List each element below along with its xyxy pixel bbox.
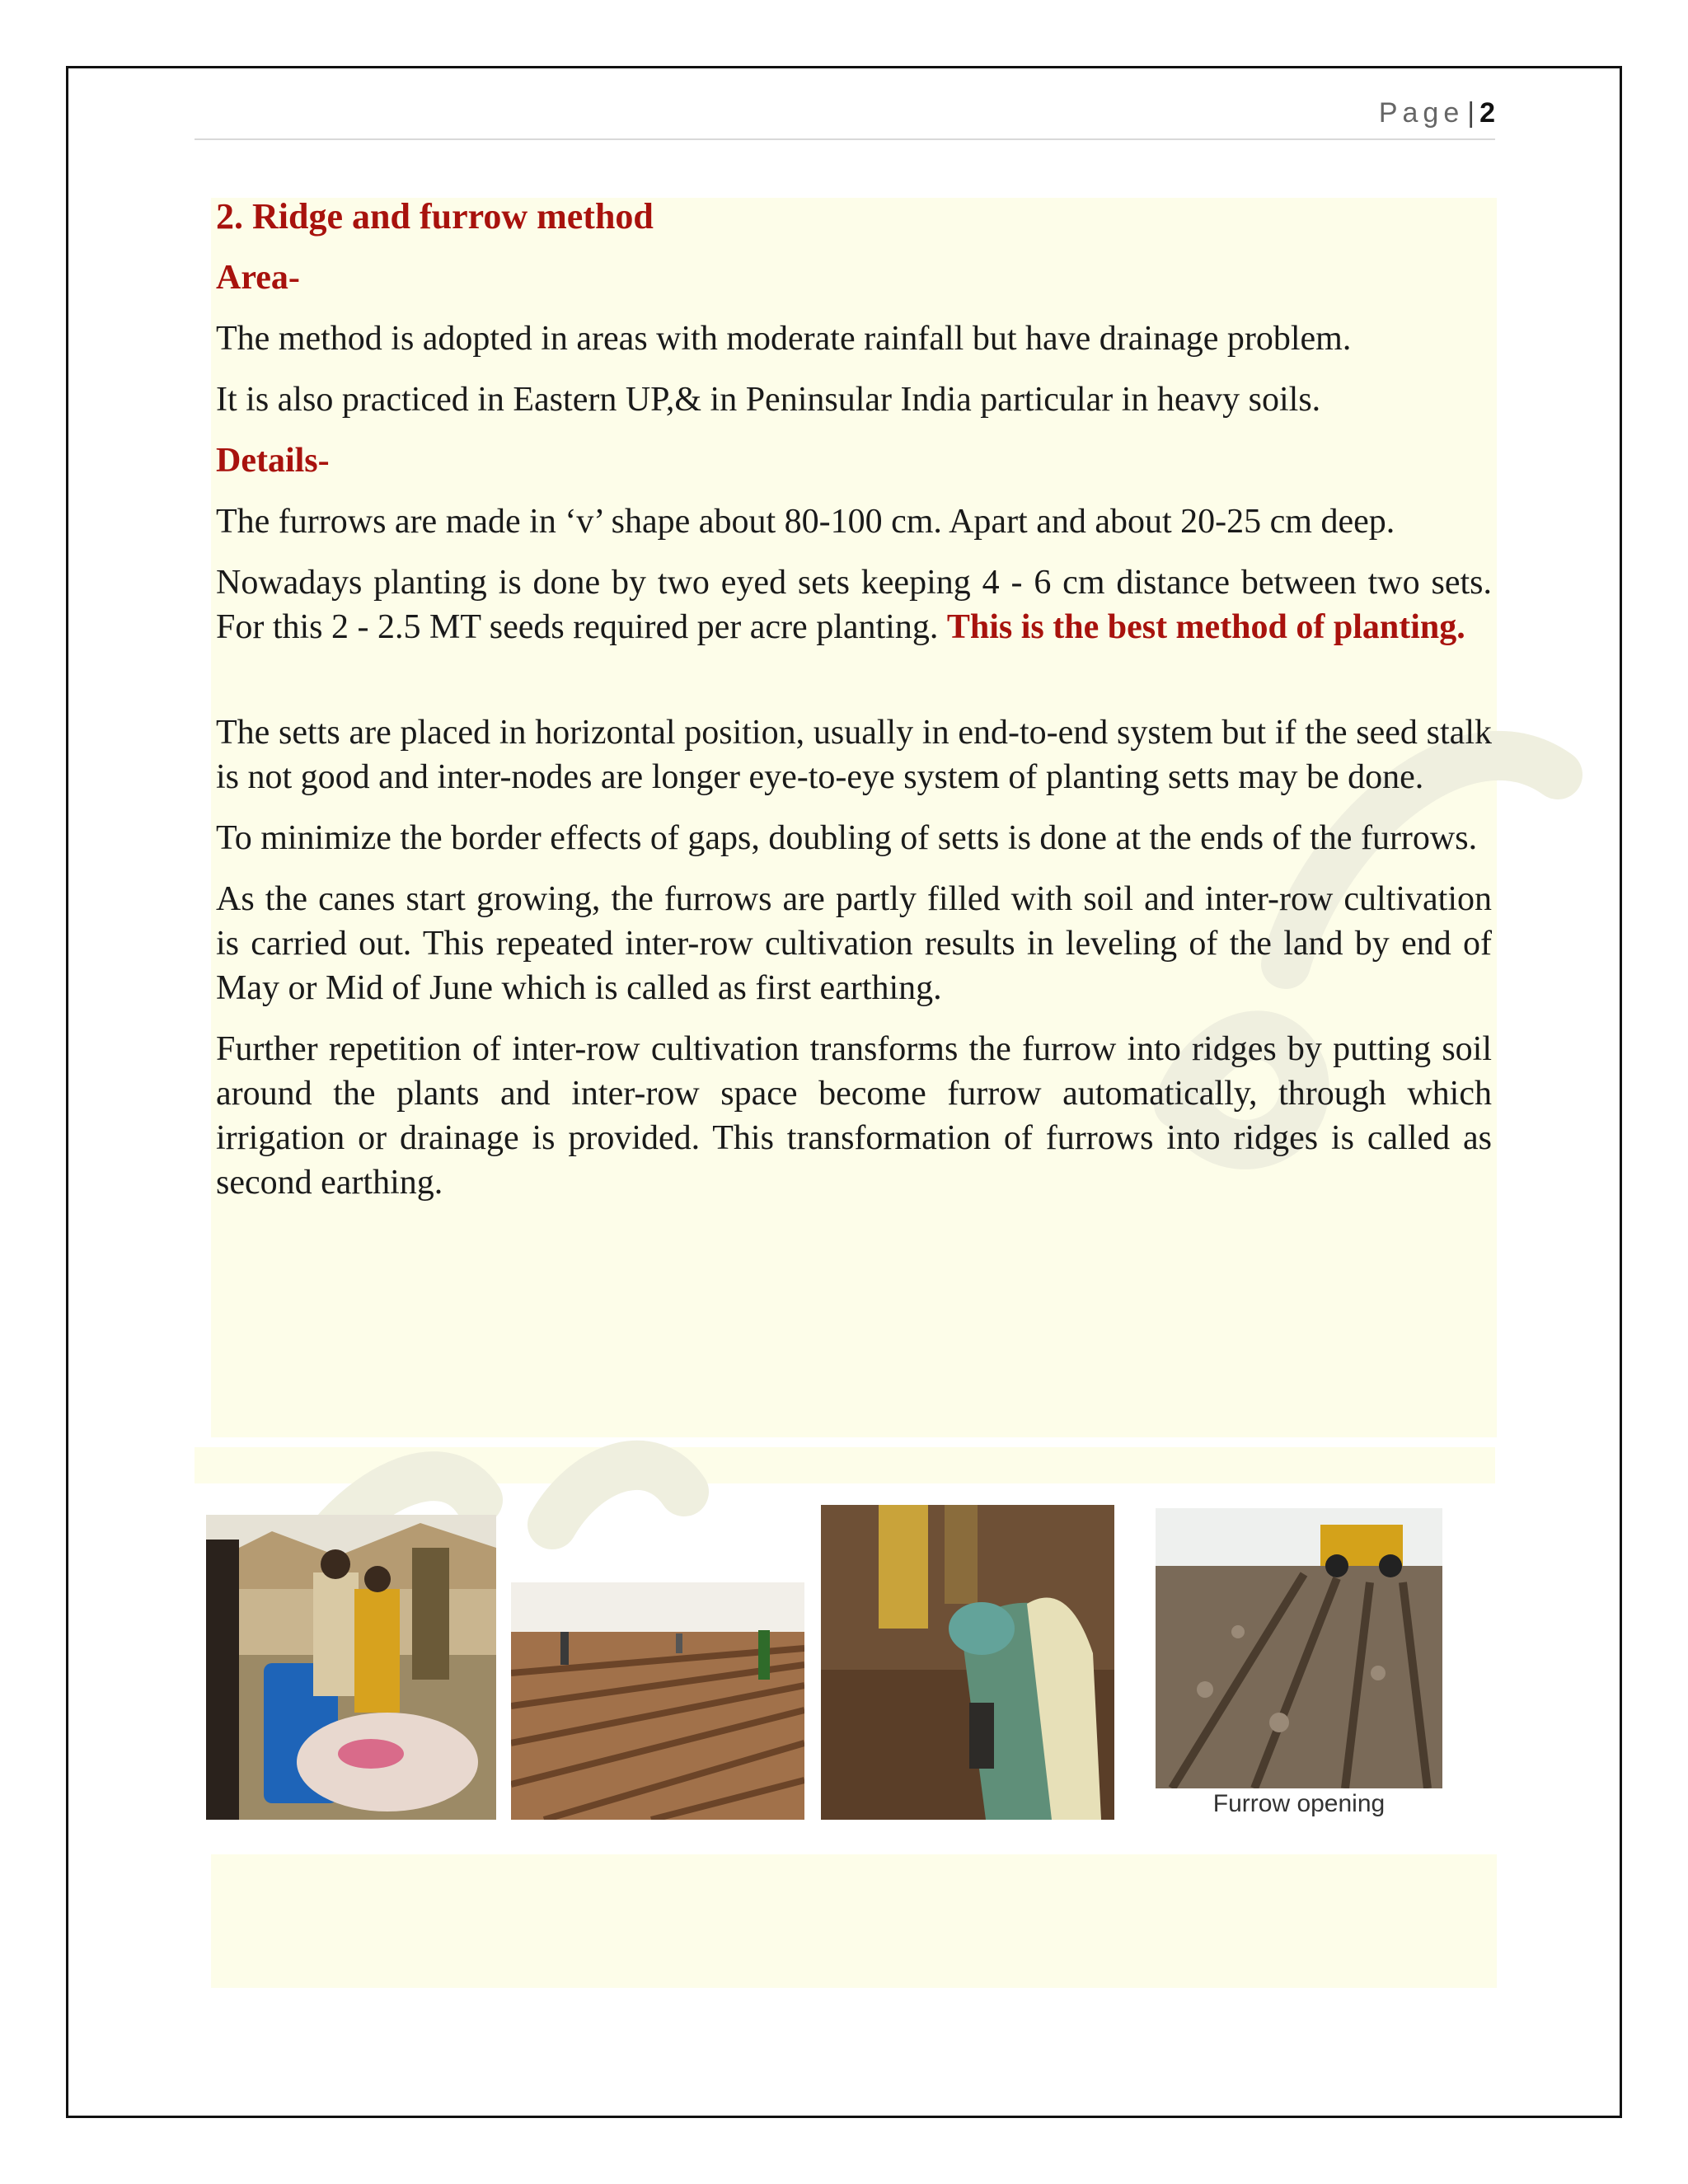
first-earthing-paragraph: As the canes start growing, the furrows are partly filled with soil and inter-row cultivation is carried out. This repeated inter-row cultivation results in leveling of the land by end of May or Mid of June which is called as first earthing.	[216, 880, 1492, 1007]
bottom-panel-background	[211, 1854, 1497, 1988]
area-line-2: It is also practiced in Eastern UP,& in Peninsular India particular in heavy soils.	[216, 381, 1321, 419]
details-paragraph-1: The furrows are made in ‘v’ shape about 80-100 cm. Apart and about 20-25 cm deep.	[216, 503, 1395, 541]
area-line-1: The method is adopted in areas with moderate rainfall but have drainage problem.	[216, 320, 1352, 358]
section-title: 2. Ridge and furrow method	[216, 196, 654, 237]
photo-furrowed-field	[511, 1582, 804, 1820]
page-separator: |	[1467, 97, 1475, 129]
best-method-emphasis: This is the best method of planting.	[946, 608, 1465, 646]
details-paragraph-2	[216, 560, 1492, 649]
photo-workers-with-sacks	[206, 1515, 496, 1820]
gaps-paragraph: To minimize the border effects of gaps, doubling of setts is done at the ends of the furrows.	[216, 819, 1478, 857]
setts-paragraph: The setts are placed in horizontal position, usually in end-to-end system but if the seed stalk is not good and inter-nodes are longer eye-to-eye system of planting setts may be done.	[216, 714, 1492, 796]
second-earthing-paragraph: Further repetition of inter-row cultivation transforms the furrow into ridges by putting soil around the plants and inter-row space become furrow automatically, through which irrigation or drainage is provided. This transformation of furrows into ridges is called as second earthing.	[216, 1030, 1492, 1202]
area-heading: Area-	[216, 259, 300, 297]
page-word: Page	[1378, 97, 1465, 129]
photo-woman-planting	[821, 1505, 1114, 1820]
page-header	[195, 92, 1495, 140]
details-heading: Details-	[216, 442, 330, 480]
strip-background	[195, 1447, 1495, 1483]
page-number: 2	[1479, 97, 1495, 129]
main-content	[216, 194, 1492, 1205]
details-paragraph-2-text: Nowadays planting is done by two eyed sets keeping 4 - 6 cm distance between two sets. For this 2 - 2.5 MT seeds required per acre planting.	[216, 564, 1492, 646]
page-number-label	[1379, 97, 1495, 129]
photo-furrow-opening	[1156, 1508, 1442, 1788]
photo-caption: Furrow opening	[1212, 1790, 1386, 1817]
